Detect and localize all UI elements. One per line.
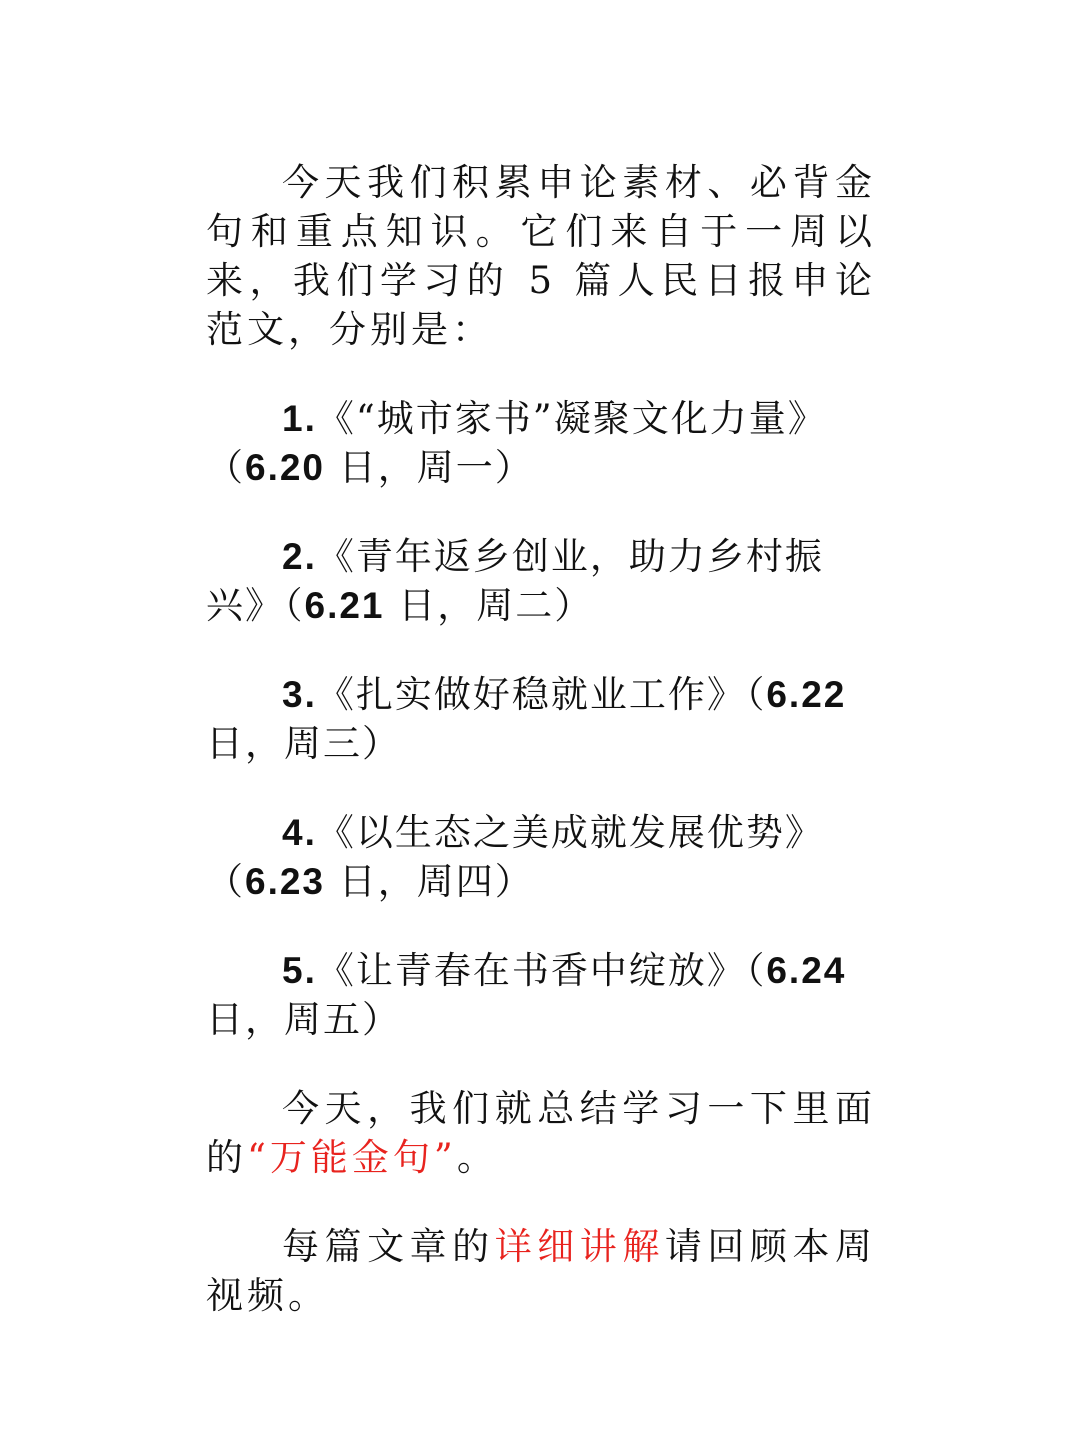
article-date: 6.20 — [245, 447, 326, 488]
article-title: 《以生态之美成就发展优势》 — [316, 811, 824, 854]
article-item-1 — [206, 394, 876, 492]
intro-paragraph: 今天我们积累申论素材、必背金句和重点知识。它们来自于一周以来，我们学习的 5 篇人民日报申论范文，分别是： — [206, 161, 876, 351]
article-date: 6.21 — [304, 585, 385, 626]
summary-text: 今天，我们就总结学习一下里面的 — [206, 1087, 876, 1179]
article-date-rest: 日，周三） — [206, 722, 401, 765]
article-item-2 — [206, 532, 876, 630]
article-title: 《让青春在书香中绽放》 — [316, 949, 746, 992]
document-body — [206, 158, 876, 1360]
article-number: 3. — [282, 674, 317, 715]
article-date-open: （ — [745, 949, 767, 992]
note-highlight: 详细讲解 — [494, 1225, 665, 1268]
article-number: 1. — [282, 398, 317, 439]
article-item-5 — [206, 946, 876, 1044]
note-end: 请回顾本周视频。 — [206, 1225, 877, 1317]
article-date: 6.24 — [766, 950, 847, 991]
article-date-open: （ — [206, 446, 245, 489]
article-date-rest: 日，周四） — [325, 860, 534, 903]
article-title: 《“城市家书”凝聚文化力量》 — [316, 397, 827, 440]
summary-highlight: “万能金句” — [247, 1136, 457, 1179]
article-date-open: （ — [206, 860, 245, 903]
article-title: 《青年返乡创业，助力乡村振兴》 — [206, 535, 824, 627]
article-number: 2. — [282, 536, 317, 577]
summary-paragraph — [206, 1084, 876, 1182]
article-date: 6.22 — [766, 674, 847, 715]
article-date: 6.23 — [245, 861, 326, 902]
article-date-open: （ — [284, 584, 305, 627]
article-date-open: （ — [745, 673, 767, 716]
note-text: 每篇文章的 — [282, 1225, 495, 1268]
summary-end: 。 — [456, 1136, 498, 1179]
note-paragraph — [206, 1222, 876, 1320]
article-date-rest: 日，周五） — [206, 998, 401, 1041]
article-number: 4. — [282, 812, 317, 853]
article-item-4 — [206, 808, 876, 906]
article-number: 5. — [282, 950, 317, 991]
article-date-rest: 日，周一） — [325, 446, 534, 489]
article-item-3 — [206, 670, 876, 768]
article-title: 《扎实做好稳就业工作》 — [316, 673, 746, 716]
article-date-rest: 日，周二） — [384, 584, 594, 627]
